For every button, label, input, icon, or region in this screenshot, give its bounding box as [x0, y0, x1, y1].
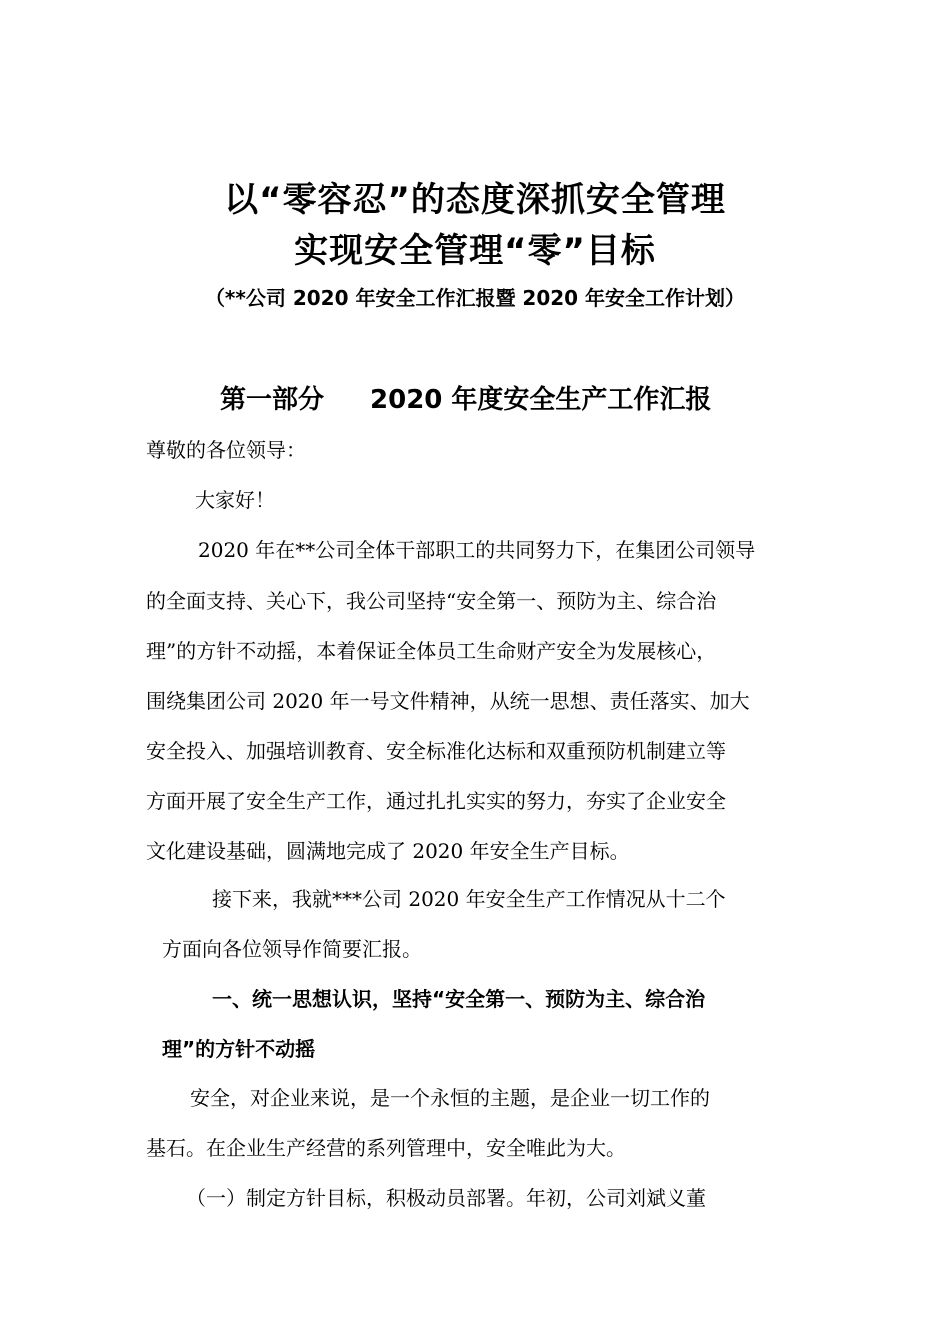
paragraph-1-line: 安全投入、加强培训教育、安全标准化达标和双重预防机制建立等: [146, 739, 726, 763]
paragraph-1-line: 方面开展了安全生产工作，通过扎扎实实的努力，夯实了企业安全: [146, 789, 726, 813]
part-label: 第一部分: [220, 385, 325, 415]
paragraph-1-line: 文化建设基础，圆满地完成了 2020 年安全生产目标。: [146, 839, 630, 863]
paragraph-3-line: 安全，对企业来说，是一个永恒的主题，是企业一切工作的: [190, 1086, 710, 1110]
paragraph-1-line: 的全面支持、关心下，我公司坚持“安全第一、预防为主、综合治: [146, 589, 717, 613]
document-title-line-2: 实现安全管理“零”目标: [294, 231, 656, 271]
paragraph-3-line: 基石。在企业生产经营的系列管理中，安全唯此为大。: [146, 1136, 626, 1160]
salutation: 尊敬的各位领导：: [146, 438, 306, 462]
paragraph-4-line: （一）制定方针目标，积极动员部署。年初，公司刘斌义董: [186, 1186, 706, 1210]
section-1-heading-line: 理”的方针不动摇: [162, 1037, 316, 1061]
paragraph-2-line: 方面向各位领导作简要汇报。: [162, 937, 422, 961]
greeting: 大家好！: [195, 488, 275, 512]
part-heading: [220, 380, 711, 420]
paragraph-1-line: 理”的方针不动摇，本着保证全体员工生命财产安全为发展核心，: [146, 639, 717, 663]
section-1-heading-line: 一、统一思想认识，坚持“安全第一、预防为主、综合治: [212, 987, 706, 1011]
document-title-line-1: 以“零容忍”的态度深抓安全管理: [224, 180, 726, 220]
part-title: 2020 年度安全生产工作汇报: [370, 385, 712, 415]
paragraph-1-line: 2020 年在**公司全体干部职工的共同努力下，在集团公司领导: [198, 538, 756, 562]
paragraph-1-line: 围绕集团公司 2020 年一号文件精神，从统一思想、责任落实、加大: [146, 689, 750, 713]
paragraph-2-line: 接下来，我就***公司 2020 年安全生产工作情况从十二个: [212, 887, 726, 911]
document-subtitle: （**公司 2020 年安全工作汇报暨 2020 年安全工作计划）: [204, 286, 746, 310]
